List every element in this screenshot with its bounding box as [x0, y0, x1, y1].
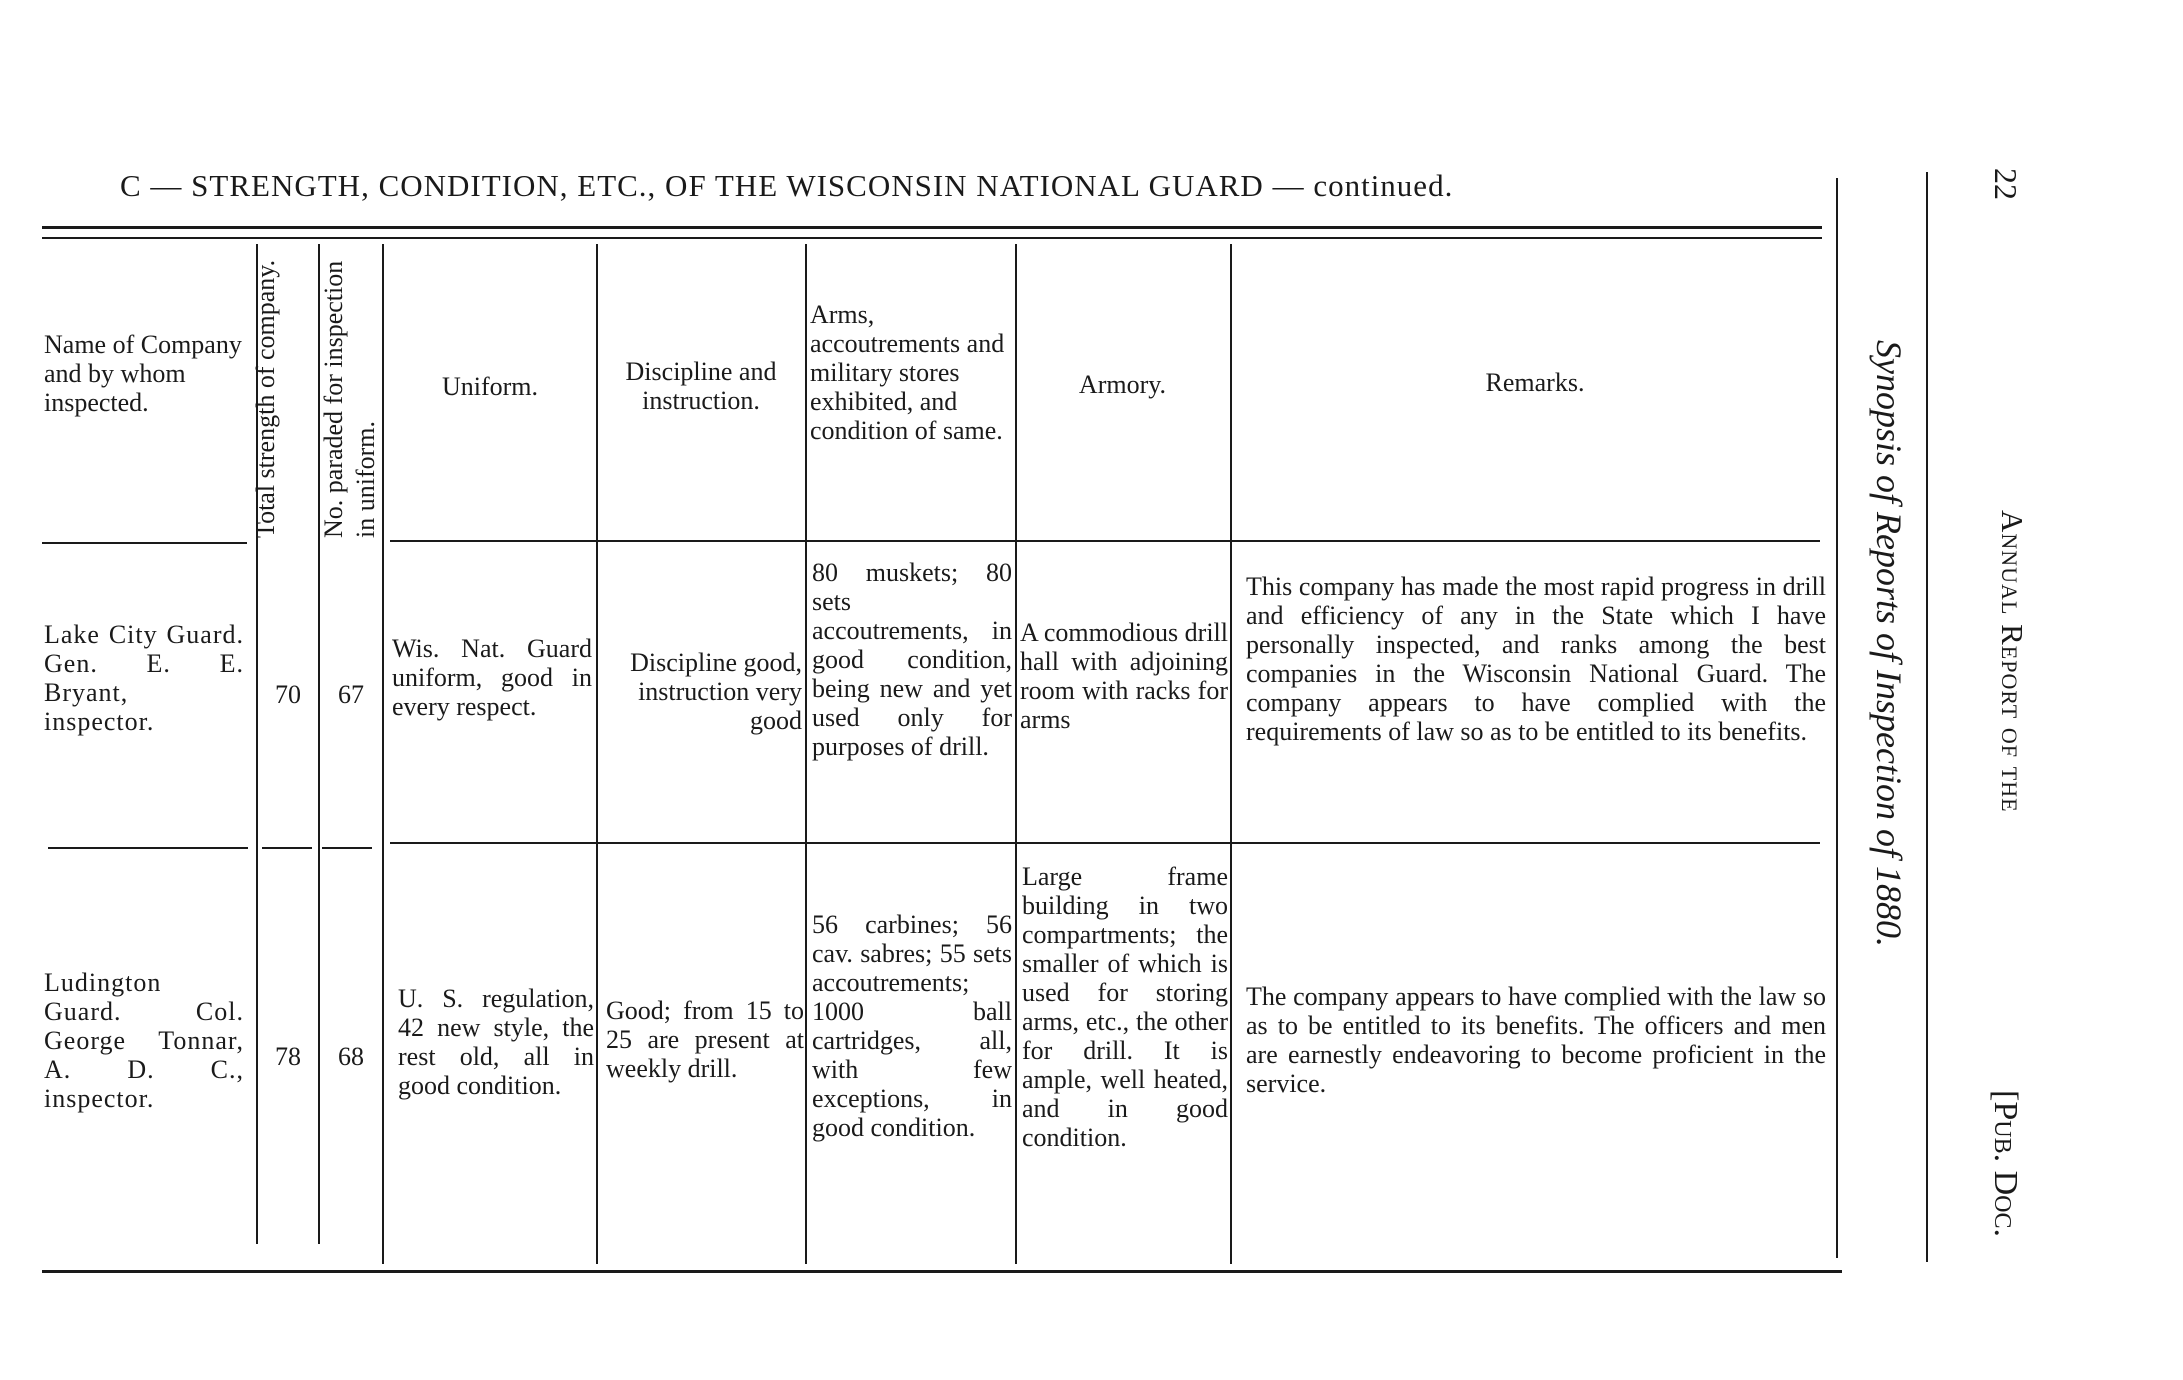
header-remarks: Remarks. [1485, 368, 1585, 397]
row1-arms: 80 muskets; 80 sets accoutrements, in good condition, being new and yet used only for purposes of drill. [812, 558, 1012, 761]
column-rule [596, 244, 598, 1264]
row2-remarks: The company appears to have complied with the law so as to be entitled to its benefits. The officers and men are earnestly endeavoring to become proficient in the service. [1246, 982, 1826, 1098]
row2-name: Ludington Guard. Col. George Tonnar, A. D. C., inspector. [44, 968, 244, 1113]
row2-uniform: U. S. regulation, 42 new style, the rest old, all in good condition. [398, 984, 594, 1100]
row1-armory: A commodious drill hall with adjoining room with racks for arms [1020, 618, 1228, 734]
row-rule [48, 847, 248, 849]
pub-doc: [Pub. Doc. [1987, 1090, 2024, 1237]
table-top-rule [42, 226, 1822, 229]
row-rule [322, 847, 372, 849]
row2-paraded: 68 [338, 1042, 364, 1071]
header-rule [42, 542, 247, 544]
row-rule [390, 842, 1820, 844]
header-rule [390, 540, 1820, 542]
row1-remarks: This company has made the most rapid progress in drill and efficiency of any in the State which I have personally inspected, and ranks among the best companies in the Wisconsin National Guard. The company appears to have complied with the requirements of law so as to be entitled to its benefits. [1246, 572, 1826, 746]
row2-armory: Large frame building in two compartments; the smaller of which is used for storing arms, etc., the other for drill. It is ample, well heated, and in good condition. [1022, 862, 1228, 1152]
table-bottom-rule [42, 1270, 1842, 1273]
row2-arms: 56 carbines; 56 cav. sabres; 55 sets accoutrements; 1000 ball cartridges, all, with few exceptions, in good condition. [812, 910, 1012, 1142]
header-total: Total strength of company. [251, 259, 280, 538]
column-rule [1230, 244, 1232, 1264]
row1-uniform: Wis. Nat. Guard uniform, good in every respect. [392, 634, 592, 721]
header-arms: Arms, accoutrements and military stores exhibited, and condition of same. [810, 300, 1005, 445]
row2-discipline: Good; from 15 to 25 are present at weekly drill. [606, 996, 804, 1083]
column-rule [382, 244, 384, 1264]
row1-discipline: Discipline good, instruction very good [630, 648, 802, 735]
header-paraded: No. paraded for inspection in uniform. [319, 260, 380, 538]
header-name: Name of Company and by whom inspected. [44, 330, 242, 417]
side-title: Synopsis of Reports of Inspection of 1880. [1869, 340, 1909, 947]
column-rule [805, 244, 807, 1264]
margin-rule [1926, 172, 1928, 1262]
table-right-rule [1836, 178, 1838, 1258]
row2-total: 78 [275, 1042, 301, 1071]
row1-total: 70 [275, 680, 301, 709]
row-rule [262, 847, 312, 849]
header-armory: Armory. [1078, 370, 1167, 399]
row1-paraded: 67 [338, 680, 364, 709]
table-top-rule-inner [42, 237, 1822, 239]
row1-name: Lake City Guard. Gen. E. E. Bryant, inspector. [44, 620, 244, 736]
margin-header: Annual Report of the [1995, 510, 2030, 813]
header-uniform: Uniform. [441, 372, 539, 401]
header-discipline: Discipline and instruction. [625, 357, 777, 415]
page-title: C — STRENGTH, CONDITION, ETC., OF THE WISCONSIN NATIONAL GUARD — continued. [120, 168, 1454, 203]
column-rule [1015, 244, 1017, 1264]
page-number: 22 [1988, 168, 2024, 200]
